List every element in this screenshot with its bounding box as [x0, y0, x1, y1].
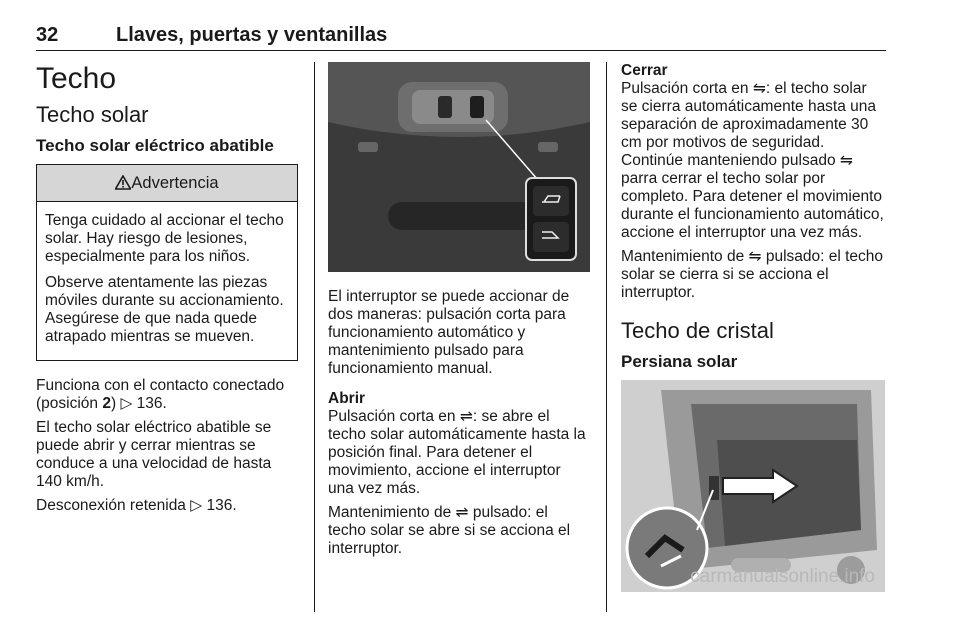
sunroof-close-icon: ⇋ — [752, 80, 766, 97]
section-title: Techo — [36, 62, 117, 95]
sunroof-close-icon: ⇋ — [748, 248, 762, 265]
column-divider — [606, 62, 607, 612]
page-ref-arrow-icon[interactable]: ▷ — [120, 395, 133, 412]
page-header — [36, 20, 886, 50]
warning-box — [36, 164, 298, 361]
sun-blind-title: Persiana solar — [621, 352, 738, 371]
paragraph-retained-power: Desconexión retenida ▷ 136. — [36, 497, 237, 514]
running-title: Llaves, puertas y ventanillas — [116, 24, 388, 46]
warning-header — [37, 165, 297, 202]
watermark: carmanualsonline.info — [690, 566, 875, 587]
glass-roof-title: Techo de cristal — [621, 318, 774, 343]
switch-intro: El interruptor se puede accionar de dos maneras: pulsación corta para funcionamiento automático y mantenimiento pulsado para funcionamiento manual. — [328, 288, 570, 377]
paragraph-speed: El techo solar eléctrico abatible se puede abrir y cerrar mientras se conduce a una velocidad de hasta 140 km/h. — [36, 419, 272, 490]
sunroof-open-icon: ⇌ — [455, 504, 469, 521]
sunroof-switch-photo — [328, 62, 590, 272]
page-ref[interactable]: 136. — [136, 395, 167, 412]
header-rule — [36, 50, 886, 51]
sun-blind-illustration — [621, 380, 885, 592]
page-number: 32 — [36, 24, 59, 46]
column-divider — [314, 62, 315, 612]
subsection-title: Techo solar — [36, 102, 149, 127]
sunroof-switch-illustration — [328, 62, 590, 272]
open-title: Abrir — [328, 390, 366, 407]
close-paragraph-1: Pulsación corta en ⇋: el techo solar se cierra automáticamente hasta una separación de aproximadamente 30 cm por motivos de seguridad. Continúe manteniendo pulsado ⇋ parra cerrar el techo solar por completo. Para detener el movimiento durante el funcionamiento automático, accione el interruptor una vez más. — [621, 80, 884, 241]
warning-text-1: Tenga cuidado al accionar el techo solar. Hay riesgo de lesiones, especialmente para los niños. — [45, 212, 284, 265]
sun-blind-photo — [621, 380, 885, 592]
column-1 — [36, 62, 298, 521]
warning-triangle-icon — [115, 175, 131, 190]
column-3 — [621, 62, 887, 592]
close-paragraph-2: Mantenimiento de ⇋ pulsado: el techo solar se cierra si se acciona el interruptor. — [621, 248, 884, 301]
warning-text-2: Observe atentamente las piezas móviles durante su accionamiento. Asegúrese de que nada quede atrapado mientras se mueven. — [45, 274, 284, 345]
close-title: Cerrar — [621, 62, 668, 79]
open-paragraph-2: Mantenimiento de ⇌ pulsado: el techo solar se abre si se acciona el interruptor. — [328, 504, 571, 557]
warning-title: Advertencia — [131, 174, 219, 192]
sunroof-close-icon: ⇋ — [839, 152, 853, 169]
paragraph-ignition: Funciona con el contacto conectado (posición 2) ▷ 136. — [36, 377, 285, 412]
column-2 — [328, 62, 590, 564]
page-ref[interactable]: 136. — [206, 497, 237, 514]
position-number: 2 — [102, 395, 111, 412]
topic-title: Techo solar eléctrico abatible — [36, 136, 274, 155]
page-ref-arrow-icon[interactable]: ▷ — [190, 497, 203, 514]
sunroof-open-icon: ⇌ — [459, 408, 473, 425]
warning-body — [37, 202, 297, 360]
open-paragraph-1: Pulsación corta en ⇌: se abre el techo solar automáticamente hasta la posición final. Para detener el movimiento, accione el interruptor una vez más. — [328, 408, 586, 497]
